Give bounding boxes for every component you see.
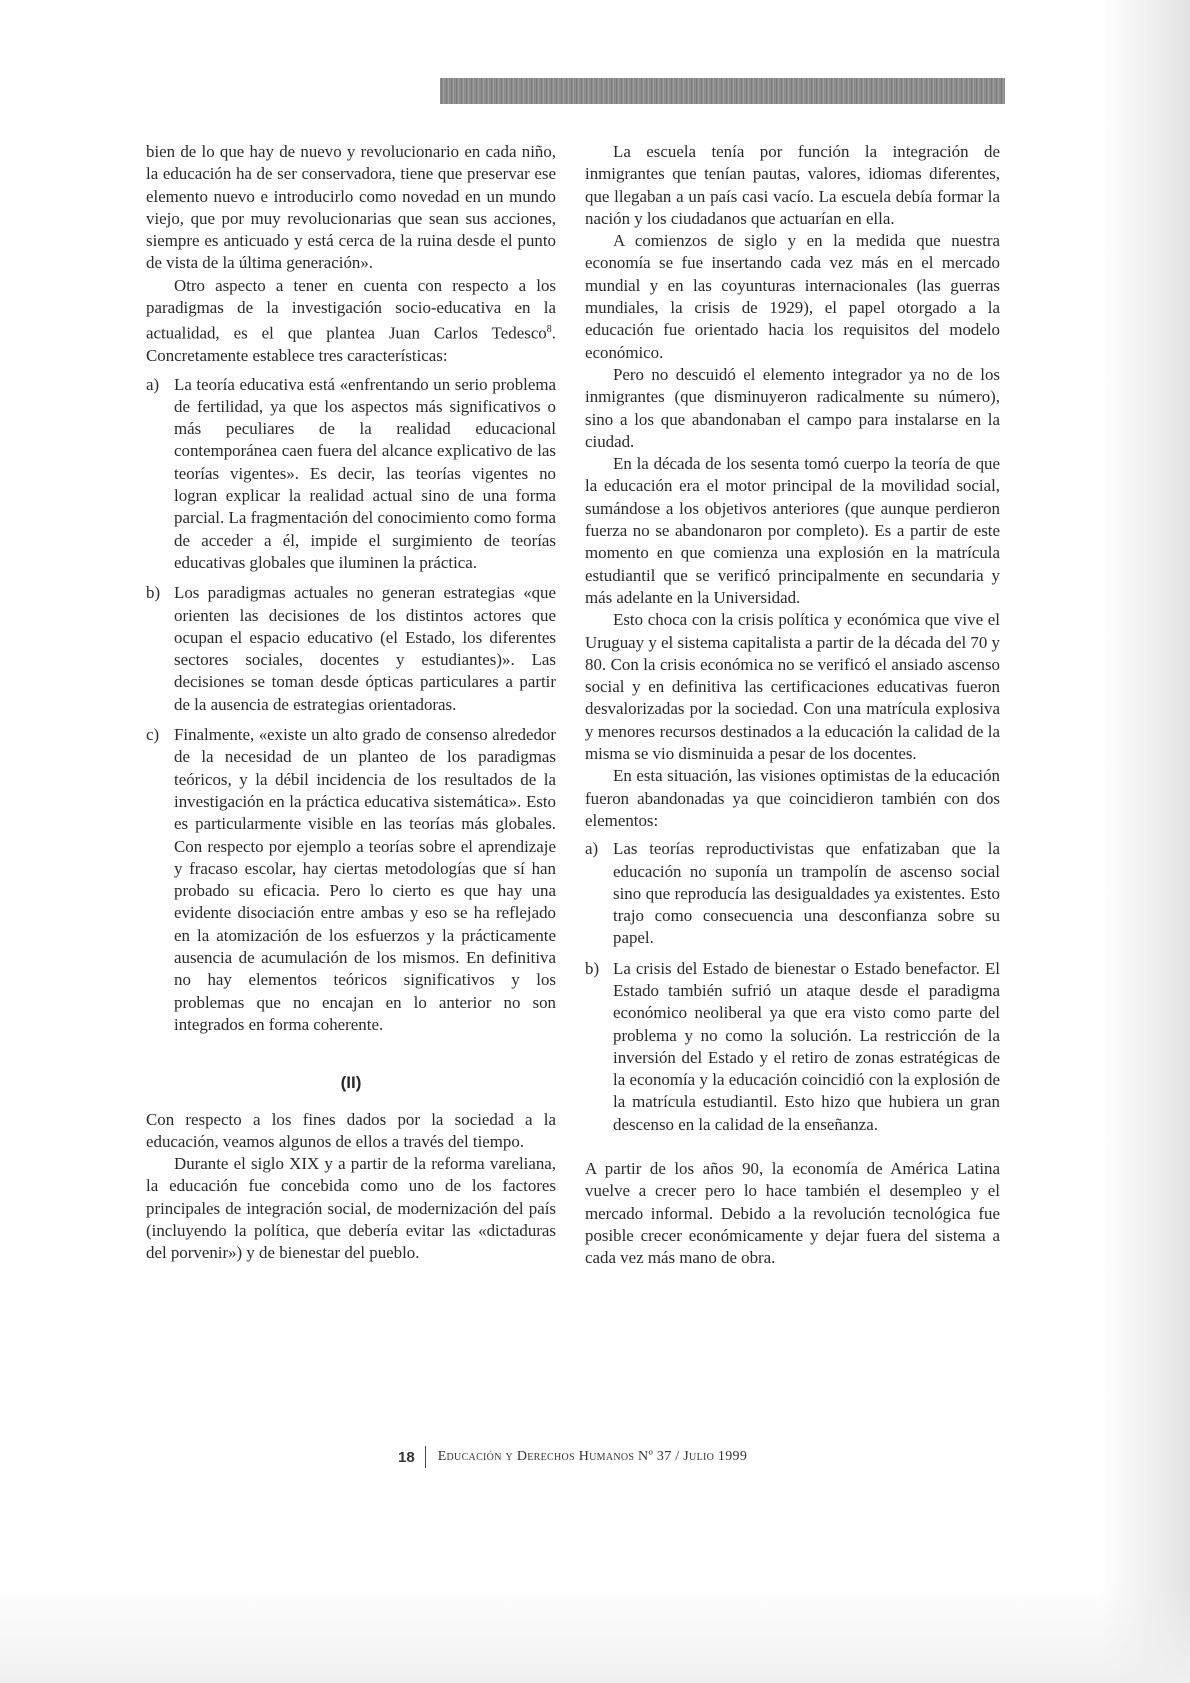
list-marker: a) xyxy=(146,374,160,394)
paragraph-text: Otro aspecto a tener en cuenta con respecto a los paradigmas de la investigación socio-educativa en la actualidad, es el que plantea Juan Carlos Tedesco xyxy=(146,275,556,343)
list-marker: b) xyxy=(146,583,161,603)
paragraph: A comienzos de siglo y en la medida que nuestra economía se fue insertando cada vez más en el mercado mundial y en las coyunturas internacionales (las guerras mundiales, la crisis de 1929), el papel otorgado a la educación fue orientado hacia los requisitos del modelo económico. xyxy=(585,231,1000,362)
paragraph: bien de lo que hay de nuevo y revolucionario en cada niño, la educación ha de ser conservadora, tiene que preservar ese elemento nuevo e introducirlo como novedad en un mundo viejo, que por muy revolucionarias que sean sus acciones, siempre es anticuado y está cerca de la ruina desde el punto de vista de la última generación». xyxy=(146,142,556,273)
scan-bottom-shadow xyxy=(0,1583,1190,1683)
page-footer xyxy=(398,1446,998,1468)
paragraph: Esto choca con la crisis política y económica que vive el Uruguay y el sistema capitalista a partir de la década del 70 y 80. Con la crisis económica no se verificó el ansiado ascenso social y en definitiva las certificaciones educativas fueron desvalorizadas por la sociedad. Con una matrícula explosiva y menores recursos destinados a la educación la calidad de la misma se vio disminuida a pesar de los docentes. xyxy=(585,610,1000,764)
footer-divider xyxy=(425,1446,426,1468)
list-item xyxy=(146,374,556,575)
page-number: 18 xyxy=(398,1448,415,1466)
list-item-text: La crisis del Estado de bienestar o Estado benefactor. El Estado también sufrió un ataque desde el paradigma económico neoliberal ya que era visto como parte del problema y no como la solución. La restricción de la inversión del Estado y el retiro de zonas estratégicas de la economía y la educación coincidió con la explosión de la matrícula estudiantil. Esto hizo que hubiera un gran descenso en la calidad de la enseñanza. xyxy=(613,958,1000,1134)
journal-citation: Educación y Derechos Humanos Nº 37 / Julio 1999 xyxy=(437,1449,748,1464)
right-column xyxy=(585,141,1000,1270)
paragraph-text-end: . Concretamente establece tres características: xyxy=(146,324,556,366)
list-marker: c) xyxy=(146,725,160,745)
paragraph: En la década de los sesenta tomó cuerpo la teoría de que la educación era el motor principal de la movilidad social, sumándose a los objetivos anteriores (que aunque perdieron fuerza no se abandonaron por completo). Es a partir de este momento en que comienza una explosión en la matrícula estudiantil que se verificó principalmente en secundaria y más adelante en la Universidad. xyxy=(585,454,1000,607)
paragraph: Durante el siglo XIX y a partir de la reforma vareliana, la educación fue concebida como uno de los factores principales de integración social, de modernización del país (incluyendo la política, que debería evitar las «dictaduras del porvenir») y de bienestar del pueblo. xyxy=(146,1154,556,1263)
paragraph xyxy=(146,275,556,368)
left-column xyxy=(146,141,556,1265)
header-decorative-bar xyxy=(440,78,1005,104)
list-item xyxy=(585,838,1000,949)
paragraph: Con respecto a los fines dados por la sociedad a la educación, veamos algunos de ellos a través del tiempo. xyxy=(146,1109,556,1151)
list-item xyxy=(146,724,556,1036)
paragraph: En esta situación, las visiones optimistas de la educación fueron abandonadas ya que coincidieron también con dos elementos: xyxy=(585,766,1000,830)
section-heading: (II) xyxy=(340,1073,362,1093)
list-item xyxy=(585,958,1000,1136)
paragraph: A partir de los años 90, la economía de América Latina vuelve a crecer pero lo hace también el desempleo y el mercado informal. Debido a la revolución tecnológica fue posible crecer económicamente y dejar fuera del sistema a cada vez más mano de obra. xyxy=(585,1159,1000,1268)
footnote-reference: 8 xyxy=(546,324,552,336)
list-item xyxy=(146,582,556,716)
list-item-text: Los paradigmas actuales no generan estrategias «que orienten las decisiones de los distintos actores que ocupan el espacio educativo (el Estado, los diferentes sectores sociales, docentes y estudiantes)». Las decisiones se toman desde ópticas particulares a partir de la ausencia de estrategias orientadoras. xyxy=(174,583,556,714)
list-item-text: Finalmente, «existe un alto grado de consenso alrededor de la necesidad de un planteo de los paradigmas teóricos, y la débil incidencia de los resultados de la investigación en la práctica educativa sistemática». Esto es particularmente visible en las teorías más globales. Con respecto por ejemplo a teorías sobre el aprendizaje y fracaso escolar, hay ciertas metodologías que sí han probado su eficacia. Pero lo cierto es que hay una evidente disociación entre ambas y eso se ha reflejado en la atomización de los esfuerzos y la prácticamente ausencia de acumulación de los mismos. En definitiva no hay elementos teóricos significativos y los problemas que no encajan en lo anterior no son integrados en forma coherente. xyxy=(174,725,556,1034)
paragraph: La escuela tenía por función la integración de inmigrantes que tenían pautas, valores, idiomas diferentes, que llegaban a un país casi vacío. La escuela debía formar la nación y los ciudadanos que actuarían en ella. xyxy=(585,142,1000,228)
list-marker: a) xyxy=(585,839,599,859)
list-item-text: La teoría educativa está «enfrentando un serio problema de fertilidad, ya que los aspectos más significativos o más peculiares de la realidad educacional contemporánea caen fuera del alcance explicativo de las teorías vigentes». Es decir, las teorías vigentes no logran explicar la realidad actual sino de una forma parcial. La fragmentación del conocimiento como forma de acceder a él, impide el surgimiento de teorías educativas globales que iluminen la práctica. xyxy=(174,374,556,572)
elements-list xyxy=(585,838,1000,1136)
list-item-text: Las teorías reproductivistas que enfatizaban que la educación no suponía un trampolín de ascenso social sino que reproducía las desigualdades ya existentes. Esto trajo como consecuencia una desconfianza sobre su papel. xyxy=(613,839,1000,948)
paragraph: Pero no descuidó el elemento integrador ya no de los inmigrantes (que disminuyeron radicalmente su número), sino a los que abandonaban el campo para instalarse en la ciudad. xyxy=(585,364,1000,451)
characteristics-list xyxy=(146,374,556,1037)
page-edge-shadow xyxy=(1100,0,1190,1683)
list-marker: b) xyxy=(585,958,600,978)
